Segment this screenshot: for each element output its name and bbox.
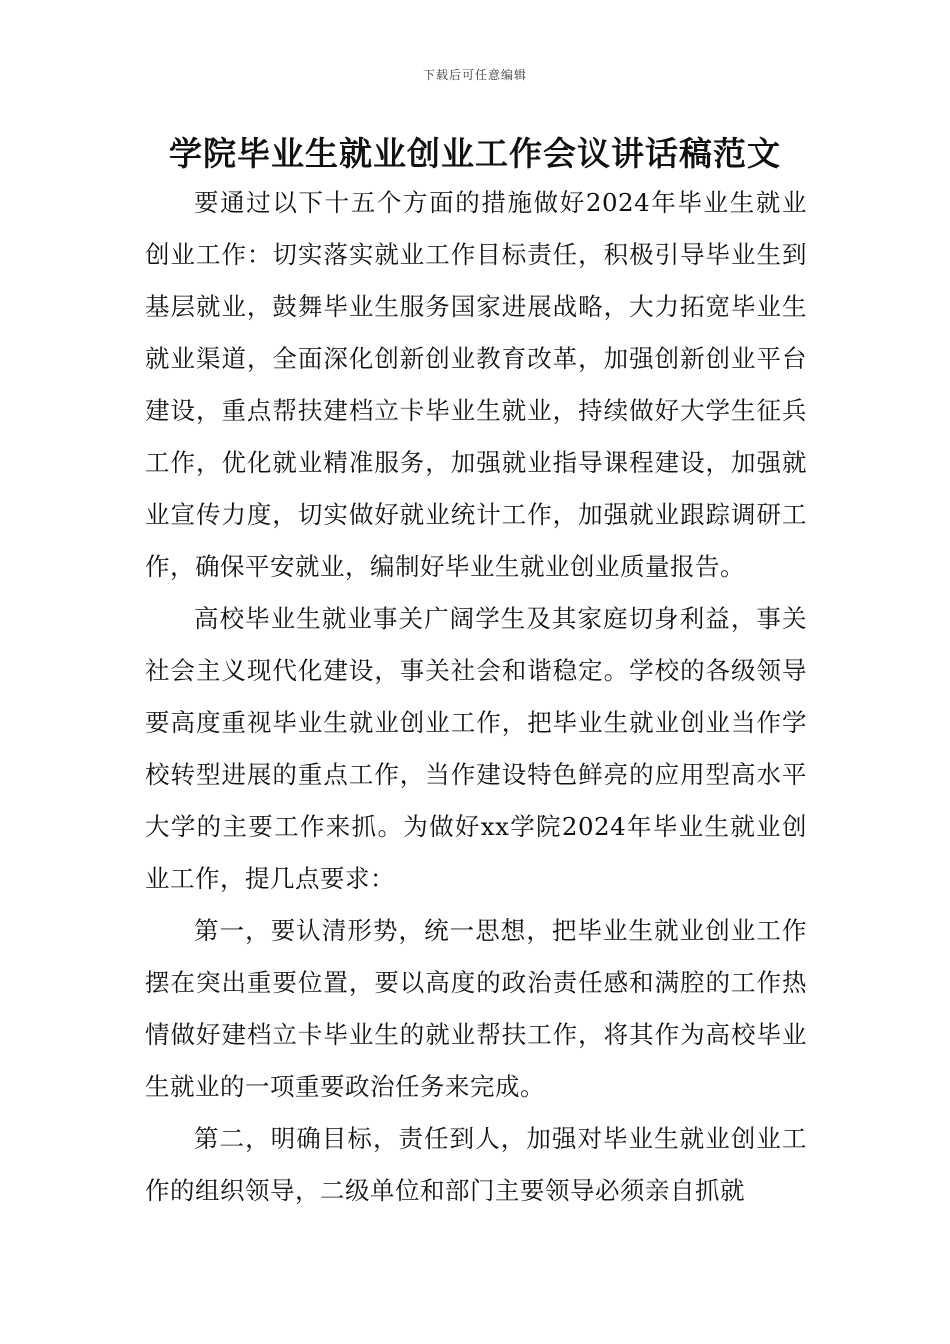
paragraph-2: 高校毕业生就业事关广阔学生及其家庭切身利益，事关社会主义现代化建设，事关社会和谐稳定。学校的各级领导要高度重视毕业生就业创业工作，把毕业生就业创业当作学校转型进展的重点工作，当作建设特色鲜亮的应用型高水平大学的主要工作来抓。为做好xx学院2024年毕业生就业创业工作，提几点要求：	[145, 604, 807, 893]
paragraph-1: 要通过以下十五个方面的措施做好2024年毕业生就业创业工作：切实落实就业工作目标责任，积极引导毕业生到基层就业，鼓舞毕业生服务国家进展战略，大力拓宽毕业生就业渠道，全面深化创新创业教育改革，加强创新创业平台建设，重点帮扶建档立卡毕业生就业，持续做好大学生征兵工作，优化就业精准服务，加强就业指导课程建设，加强就业宣传力度，切实做好就业统计工作，加强就业跟踪调研工作，确保平安就业，编制好毕业生就业创业质量报告。	[145, 188, 807, 581]
document-body	[145, 177, 807, 1217]
paragraph-4: 第二，明确目标，责任到人，加强对毕业生就业创业工作的组织领导，二级单位和部门主要领导必须亲自抓就	[145, 1124, 807, 1205]
header-note: 下载后可任意编辑	[422, 68, 527, 82]
paragraph-3: 第一，要认清形势，统一思想，把毕业生就业创业工作摆在突出重要位置，要以高度的政治责任感和满腔的工作热情做好建档立卡毕业生的就业帮扶工作，将其作为高校毕业生就业的一项重要政治任务来完成。	[145, 916, 807, 1101]
document-title: 学院毕业生就业创业工作会议讲话稿范文	[169, 134, 781, 173]
